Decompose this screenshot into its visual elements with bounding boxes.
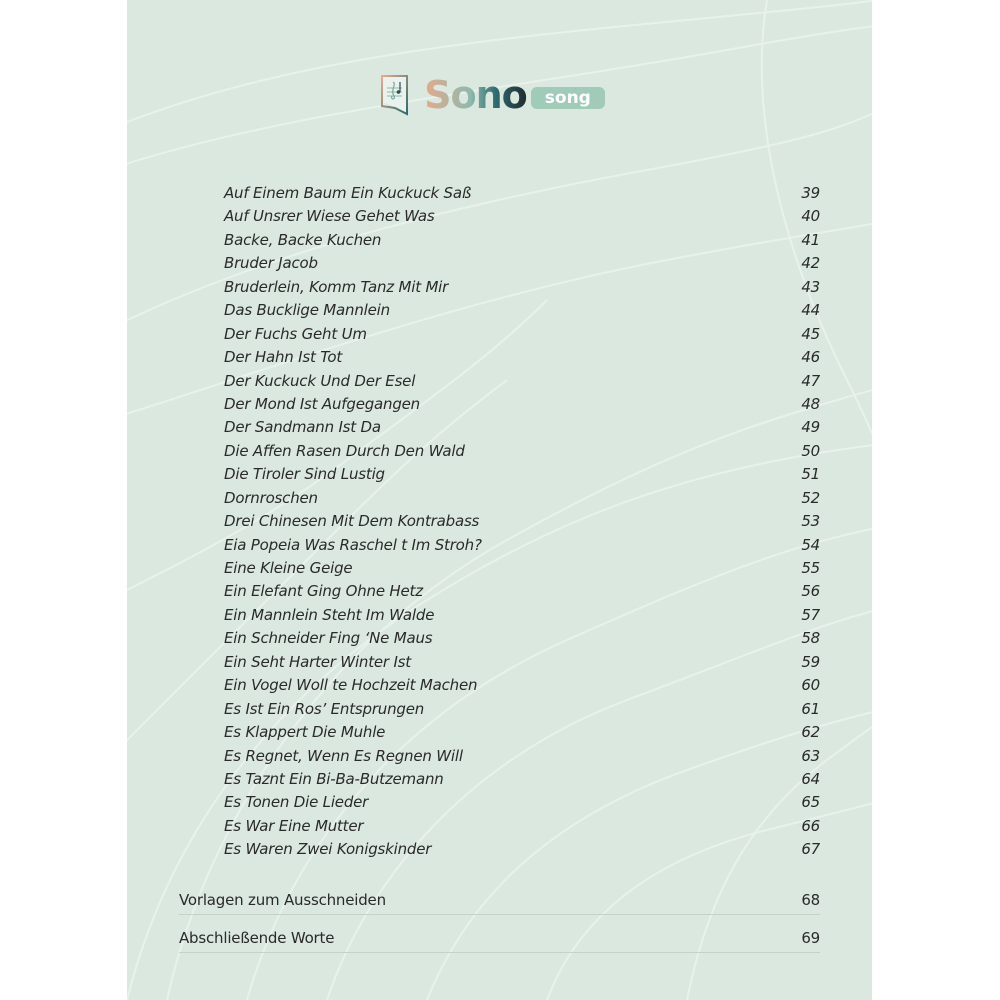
toc-title: Auf Einem Baum Ein Kuckuck Saß: [224, 184, 472, 202]
toc-entry[interactable]: [224, 815, 820, 838]
brand-logo: [127, 74, 872, 116]
toc-title: Das Bucklige Mannlein: [224, 301, 390, 320]
toc-page: 43: [801, 277, 820, 296]
toc-page: 49: [801, 418, 820, 437]
toc-title: Die Affen Rasen Durch Den Wald: [224, 441, 465, 460]
toc-entry[interactable]: [224, 721, 820, 744]
toc-page: 56: [801, 582, 820, 601]
toc-page: 53: [801, 512, 820, 531]
toc-entry[interactable]: [224, 674, 820, 697]
toc-entry[interactable]: [224, 510, 820, 533]
toc-title: Es Regnet, Wenn Es Regnen Will: [224, 746, 463, 765]
toc-page: 60: [801, 676, 820, 695]
toc-entry[interactable]: [224, 651, 820, 674]
toc-page: 41: [801, 230, 820, 249]
toc-page: 52: [801, 488, 820, 507]
toc-title: Der Mond Ist Aufgegangen: [224, 394, 420, 413]
toc-title: Der Hahn Ist Tot: [224, 348, 343, 367]
brand-name: Sono: [424, 73, 527, 117]
toc-page: 39: [801, 184, 820, 202]
toc-page: 62: [801, 723, 820, 742]
toc-page: 63: [801, 746, 820, 765]
toc-title: Dornroschen: [224, 488, 318, 507]
toc-entry[interactable]: [224, 440, 820, 463]
toc-entry[interactable]: [224, 393, 820, 416]
toc-title: Ein Schneider Fing ‘Ne Maus: [224, 629, 433, 648]
toc-entry[interactable]: [224, 323, 820, 346]
toc-entry[interactable]: [224, 252, 820, 275]
toc-entry[interactable]: [224, 627, 820, 650]
toc-entry[interactable]: [224, 745, 820, 768]
toc-title: Drei Chinesen Mit Dem Kontrabass: [224, 512, 480, 531]
toc-title: Auf Unsrer Wiese Gehet Was: [224, 207, 435, 226]
music-sheet-icon: [380, 74, 410, 116]
toc-title: Ein Vogel Woll te Hochzeit Machen: [224, 676, 478, 695]
toc-page: 50: [801, 441, 820, 460]
toc-entry[interactable]: [224, 370, 820, 393]
section-title: Abschließende Worte: [179, 929, 335, 947]
section-title: Vorlagen zum Ausschneiden: [179, 891, 386, 909]
toc-title: Die Tiroler Sind Lustig: [224, 465, 385, 484]
toc-title: Es Waren Zwei Konigskinder: [224, 840, 432, 859]
toc-title: Der Fuchs Geht Um: [224, 324, 367, 343]
toc-page: 59: [801, 652, 820, 671]
toc-page: 54: [801, 535, 820, 554]
toc-page: 64: [801, 769, 820, 788]
toc-page: 55: [801, 559, 820, 577]
toc-page: 44: [801, 301, 820, 320]
section-page: 69: [801, 929, 820, 947]
toc-entry[interactable]: [224, 534, 820, 557]
toc-page: 67: [801, 840, 820, 859]
toc-section-templates[interactable]: [179, 887, 820, 915]
toc-entry[interactable]: [224, 463, 820, 486]
toc-title: Es Tonen Die Lieder: [224, 793, 369, 812]
toc-page: 42: [801, 254, 820, 273]
brand-badge: song: [531, 87, 605, 109]
toc-page: 61: [801, 699, 820, 718]
toc-title: Ein Mannlein Steht Im Walde: [224, 605, 435, 624]
toc-entry[interactable]: [224, 768, 820, 791]
toc-title: Eine Kleine Geige: [224, 559, 353, 577]
toc-title: Ein Elefant Ging Ohne Hetz: [224, 582, 423, 601]
toc-entry[interactable]: [224, 276, 820, 299]
table-of-contents: [224, 182, 820, 862]
toc-sections: [179, 887, 820, 963]
toc-title: Der Sandmann Ist Da: [224, 418, 381, 437]
toc-entry[interactable]: [224, 487, 820, 510]
toc-title: Es War Eine Mutter: [224, 816, 364, 835]
toc-page: 65: [801, 793, 820, 812]
toc-title: Bruder Jacob: [224, 254, 318, 273]
toc-title: Es Ist Ein Ros’ Entsprungen: [224, 699, 425, 718]
section-page: 68: [801, 891, 820, 909]
toc-entry[interactable]: [224, 791, 820, 814]
toc-title: Bruderlein, Komm Tanz Mit Mir: [224, 277, 449, 296]
toc-entry[interactable]: [224, 604, 820, 627]
toc-title: Es Taznt Ein Bi-Ba-Butzemann: [224, 769, 444, 788]
toc-entry[interactable]: [224, 182, 820, 205]
toc-entry[interactable]: [224, 205, 820, 228]
toc-entry[interactable]: [224, 229, 820, 252]
document-page: [127, 0, 872, 1000]
toc-section-closing-words[interactable]: [179, 925, 820, 953]
toc-page: 58: [801, 629, 820, 648]
toc-entry[interactable]: [224, 580, 820, 603]
toc-page: 48: [801, 394, 820, 413]
toc-page: 57: [801, 605, 820, 624]
toc-entry[interactable]: [224, 299, 820, 322]
toc-page: 40: [801, 207, 820, 226]
toc-title: Eia Popeia Was Raschel t Im Stroh?: [224, 535, 482, 554]
toc-entry[interactable]: [224, 416, 820, 439]
toc-page: 66: [801, 816, 820, 835]
toc-page: 51: [801, 465, 820, 484]
toc-entry[interactable]: [224, 698, 820, 721]
toc-page: 46: [801, 348, 820, 367]
toc-title: Backe, Backe Kuchen: [224, 230, 382, 249]
toc-entry[interactable]: [224, 838, 820, 861]
toc-title: Ein Seht Harter Winter Ist: [224, 652, 411, 671]
toc-page: 47: [801, 371, 820, 390]
toc-page: 45: [801, 324, 820, 343]
toc-entry[interactable]: [224, 346, 820, 369]
toc-title: Der Kuckuck Und Der Esel: [224, 371, 416, 390]
toc-entry[interactable]: [224, 557, 820, 580]
toc-title: Es Klappert Die Muhle: [224, 723, 386, 742]
